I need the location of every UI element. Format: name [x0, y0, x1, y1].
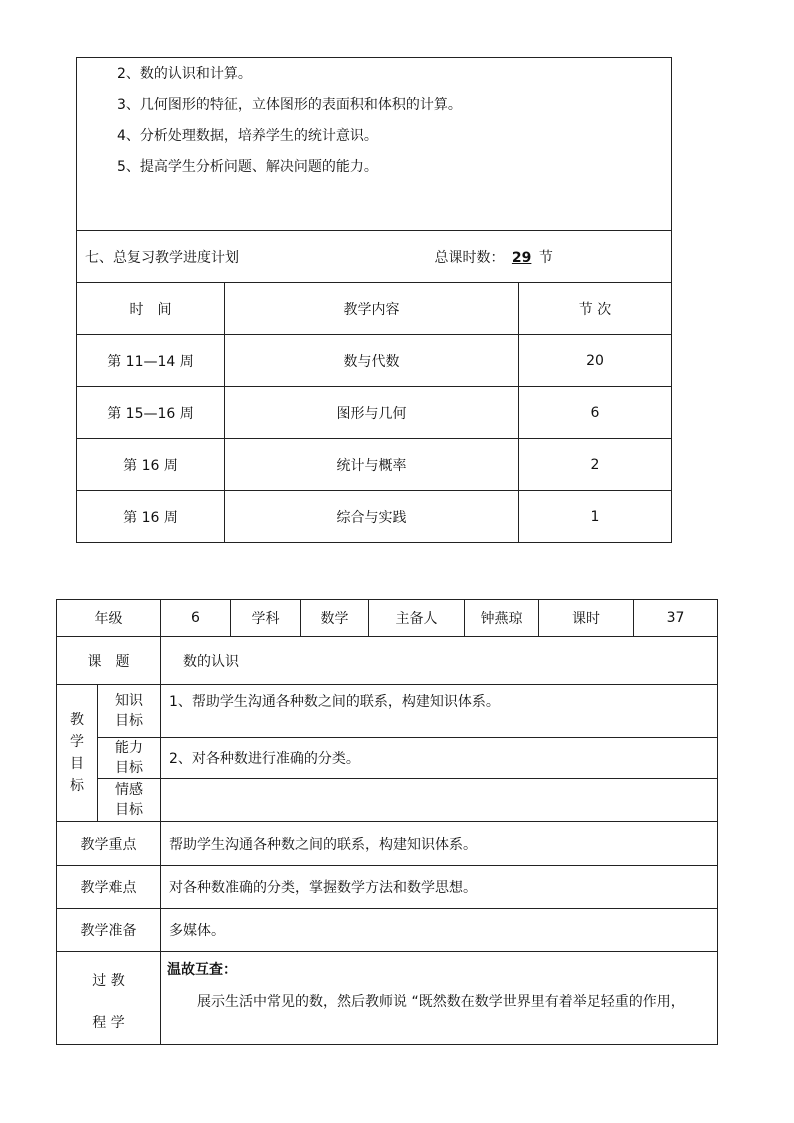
- schedule-content: 综合与实践: [225, 491, 519, 543]
- header-time: 时 间: [77, 283, 225, 335]
- key-point-label: 教学重点: [57, 822, 161, 866]
- process-label: 过 教 程 学: [57, 952, 161, 1045]
- lesson-info-row: [57, 600, 718, 637]
- grade-value: 6: [161, 600, 231, 637]
- schedule-header-row: [77, 283, 672, 335]
- plan-total-label: 总课时数：: [434, 249, 505, 266]
- key-point-value: 帮助学生沟通各种数之间的联系，构建知识体系。: [161, 822, 718, 866]
- key-point-row: [57, 822, 718, 866]
- period-label: 课时: [539, 600, 634, 637]
- subject-value: 数学: [301, 600, 369, 637]
- schedule-count: 20: [519, 335, 672, 387]
- plan-title: 七、总复习教学进度计划: [85, 249, 239, 266]
- schedule-time: 第 16 周: [77, 491, 225, 543]
- objective-type-label: 能力 目标: [98, 738, 161, 779]
- process-row: [57, 952, 718, 1045]
- schedule-time: 第 11—14 周: [77, 335, 225, 387]
- objective-type-label: 情感 目标: [98, 779, 161, 822]
- plan-total: [434, 250, 552, 266]
- objective-text: 1、帮助学生沟通各种数之间的联系，构建知识体系。: [161, 685, 718, 738]
- schedule-content: 图形与几何: [225, 387, 519, 439]
- subject-label: 学科: [231, 600, 301, 637]
- prep-label: 教学准备: [57, 909, 161, 952]
- process-heading: 温故互查：: [167, 962, 237, 978]
- plan-heading-row: [77, 231, 672, 283]
- difficulty-label: 教学难点: [57, 866, 161, 909]
- objective-type-label: 知识 目标: [98, 685, 161, 738]
- goal-item: 2、数的认识和计算。: [117, 66, 252, 82]
- schedule-time: 第 15—16 周: [77, 387, 225, 439]
- header-count: 节 次: [519, 283, 672, 335]
- prep-row: [57, 909, 718, 952]
- lesson-plan-table: [56, 599, 718, 1045]
- schedule-time: 第 16 周: [77, 439, 225, 491]
- topic-row: [57, 637, 718, 685]
- plan-total-value: 29: [511, 249, 532, 266]
- goal-item: 5、提高学生分析问题、解决问题的能力。: [117, 159, 378, 175]
- table-row: [77, 439, 672, 491]
- header-content: 教学内容: [225, 283, 519, 335]
- topic-value: 数的认识: [161, 637, 718, 685]
- preparer-value: 钟燕琼: [465, 600, 539, 637]
- objective-row: [57, 738, 718, 779]
- schedule-count: 2: [519, 439, 672, 491]
- schedule-content: 数与代数: [225, 335, 519, 387]
- topic-label: 课 题: [57, 637, 161, 685]
- plan-total-unit: 节: [538, 249, 553, 266]
- objective-text: [161, 779, 718, 822]
- schedule-count: 6: [519, 387, 672, 439]
- review-plan-table: [76, 57, 672, 543]
- schedule-count: 1: [519, 491, 672, 543]
- schedule-content: 统计与概率: [225, 439, 519, 491]
- preparer-label: 主备人: [369, 600, 465, 637]
- review-goals-cell: [77, 58, 672, 231]
- table-row: [77, 387, 672, 439]
- grade-label: 年级: [57, 600, 161, 637]
- goal-item: 3、几何图形的特征，立体图形的表面积和体积的计算。: [117, 97, 462, 113]
- objective-row: [57, 779, 718, 822]
- prep-value: 多媒体。: [161, 909, 718, 952]
- objectives-label: 教 学 目 标: [57, 685, 98, 822]
- objective-text: 2、对各种数进行准确的分类。: [161, 738, 718, 779]
- period-value: 37: [634, 600, 718, 637]
- table-row: [77, 491, 672, 543]
- table-row: [77, 335, 672, 387]
- process-content: [161, 952, 718, 1045]
- difficulty-row: [57, 866, 718, 909]
- difficulty-value: 对各种数准确的分类，掌握数学方法和数学思想。: [161, 866, 718, 909]
- process-text: 展示生活中常见的数，然后教师说 “既然数在数学世界里有着举足轻重的作用，: [197, 994, 685, 1010]
- objective-row: [57, 685, 718, 738]
- goal-item: 4、分析处理数据，培养学生的统计意识。: [117, 128, 378, 144]
